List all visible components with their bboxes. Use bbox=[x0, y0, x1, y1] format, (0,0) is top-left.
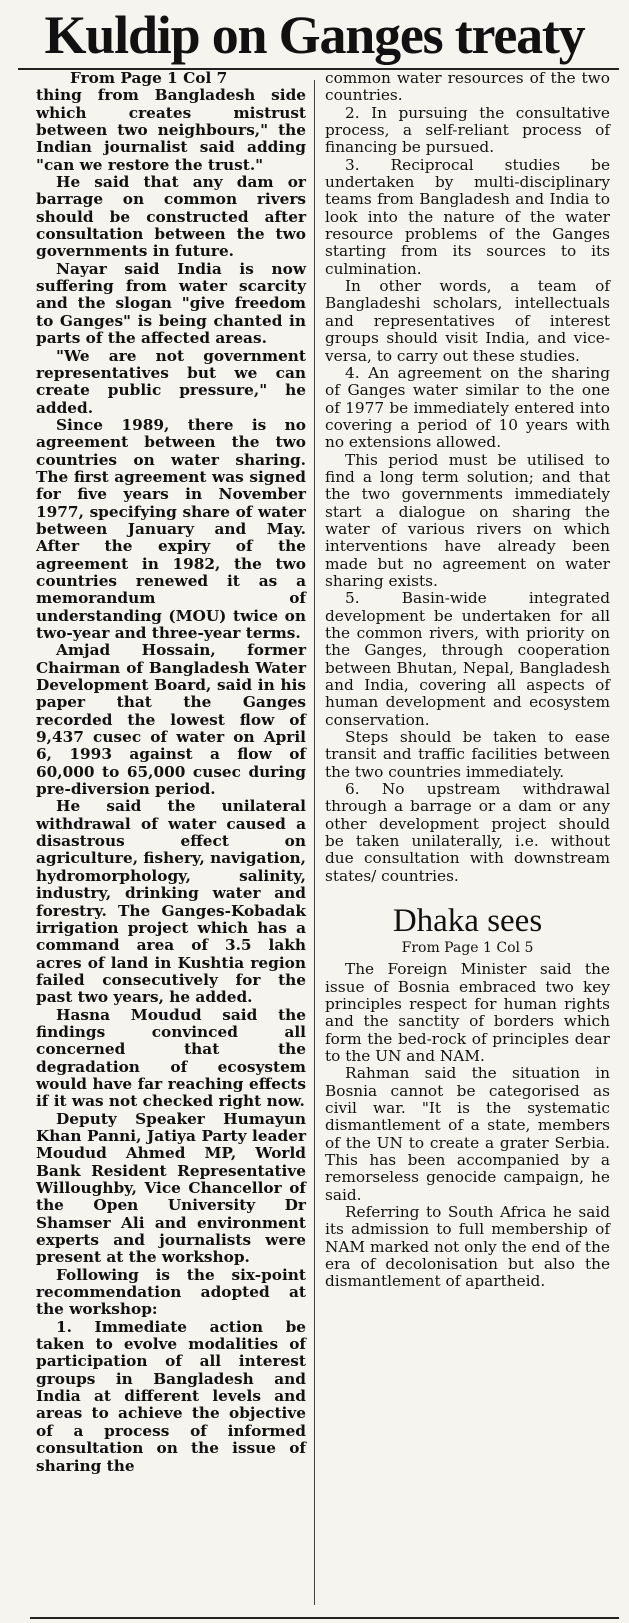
paragraph: Deputy Speaker Humayun Khan Panni, Jatiya Party leader Moudud Ahmed MP, World Bank Resident Representative Willoughby, Vice Chancellor of the Open University Dr Shamser Ali and environment experts and journalists were present at the workshop. bbox=[36, 1109, 306, 1267]
paragraph: "We are not government representatives but we can create public pressure," he added. bbox=[36, 346, 306, 417]
paragraph: Nayar said India is now suffering from water scarcity and the slogan "give freedom to Ganges" is being chanted in parts of the affected areas. bbox=[36, 259, 306, 348]
paragraph: 2. In pursuing the consultative process, a self-reliant process of financing be pursued. bbox=[325, 103, 610, 157]
paragraph: 4. An agreement on the sharing of Ganges water similar to the one of 1977 be immediately entered into covering a period of 10 years with no extensions allowed. bbox=[325, 363, 610, 452]
paragraph: He said that any dam or barrage on common rivers should be constructed after consultation between the two governments in future. bbox=[36, 173, 306, 261]
second-story-dateline: From Page 1 Col 5 bbox=[401, 940, 534, 957]
paragraph: Steps should be taken to ease transit and traffic facilities between the two countries immediately. bbox=[325, 728, 610, 781]
paragraph: 6. No upstream withdrawal through a barrage or a dam or any other development project should be taken unilaterally, i.e. without due consultation with downstream states/ countries. bbox=[325, 780, 610, 885]
paragraph: Amjad Hossain, former Chairman of Bangladesh Water Development Board, said in his paper that the Ganges recorded the lowest flow of 9,437 cusec of water on April 6, 1993 against a flow of 60,000 to 65,000 cusec during pre-diversion period. bbox=[36, 641, 306, 799]
paragraph: 5. Basin-wide integrated development be undertaken for all the common rivers, with priority on the Ganges, through cooperation between Bhutan, Nepal, Bangladesh and India, covering all aspects of human development and ecosystem conservation. bbox=[325, 589, 610, 729]
paragraph: Following is the six-point recommendation adopted at the workshop: bbox=[36, 1265, 306, 1319]
right-column bbox=[325, 70, 610, 1291]
paragraph: Rahman said the situation in Bosnia cannot be categorised as civil war. "It is the systematic dismantlement of a state, members of the UN to create a grater Serbia. This has been accompanied by a remorseless genocide campaign, he said. bbox=[325, 1064, 610, 1204]
paragraph: This period must be utilised to find a long term solution; and that the two governments immediately start a dialogue on sharing the water of various rivers on which interventions have already been made but no agreement on water sharing exists. bbox=[325, 450, 610, 590]
headline: Kuldip on Ganges treaty bbox=[44, 5, 585, 65]
paragraph: thing from Bangladesh side which creates mistrust between two neighbours," the Indian journalist said adding "can we restore the trust." bbox=[36, 86, 306, 174]
bottom-rule bbox=[30, 1617, 619, 1619]
paragraph: In other words, a team of Bangladeshi scholars, intellectuals and representatives of interest groups should visit India, and vice-versa, to carry out these studies. bbox=[325, 277, 610, 365]
paragraph: Referring to South Africa he said its admission to full membership of NAM marked not only the end of the era of decolonisation but also the dismantlement of apartheid. bbox=[325, 1202, 610, 1291]
paragraph: Since 1989, there is no agreement between the two countries on water sharing. The first agreement was signed for five years in November 1977, specifying share of water between January and May. After the expiry of the agreement in 1982, the two countries renewed it as a memorandum of understanding (MOU) twice on two-year and three-year terms. bbox=[36, 415, 306, 642]
second-story-headline: Dhaka sees bbox=[392, 903, 543, 940]
dateline: From Page 1 Col 7 bbox=[70, 69, 228, 87]
paragraph: He said the unilateral withdrawal of water caused a disastrous effect on agriculture, fishery, navigation, hydromorphology, salinity, industry, drinking water and forestry. The Ganges-Kobadak irrigation project which has a command area of 3.5 lakh acres of land in Kushtia region failed consecutively for the past two years, he added. bbox=[36, 797, 306, 1007]
paragraph: The Foreign Minister said the issue of Bosnia embraced two key principles respect for human rights and the sanctity of borders which form the bed-rock of principles dear to the UN and NAM. bbox=[325, 960, 610, 1065]
paragraph: 3. Reciprocal studies be undertaken by multi-disciplinary teams from Bangladesh and India to look into the nature of the water resource problems of the Ganges starting from its sources to its culmination. bbox=[325, 155, 610, 278]
paragraph: Hasna Moudud said the findings convinced all concerned that the degradation of ecosystem would have far reaching effects if it was not checked right now. bbox=[36, 1005, 306, 1111]
paragraph: common water resources of the two countries. bbox=[325, 69, 610, 105]
left-column bbox=[36, 70, 306, 1475]
paragraph: 1. Immediate action be taken to evolve modalities of participation of all interest groups in Bangladesh and India at different levels and areas to achieve the objective of a process of informed consultation on the issue of sharing the bbox=[36, 1317, 306, 1475]
column-divider bbox=[314, 80, 315, 1605]
